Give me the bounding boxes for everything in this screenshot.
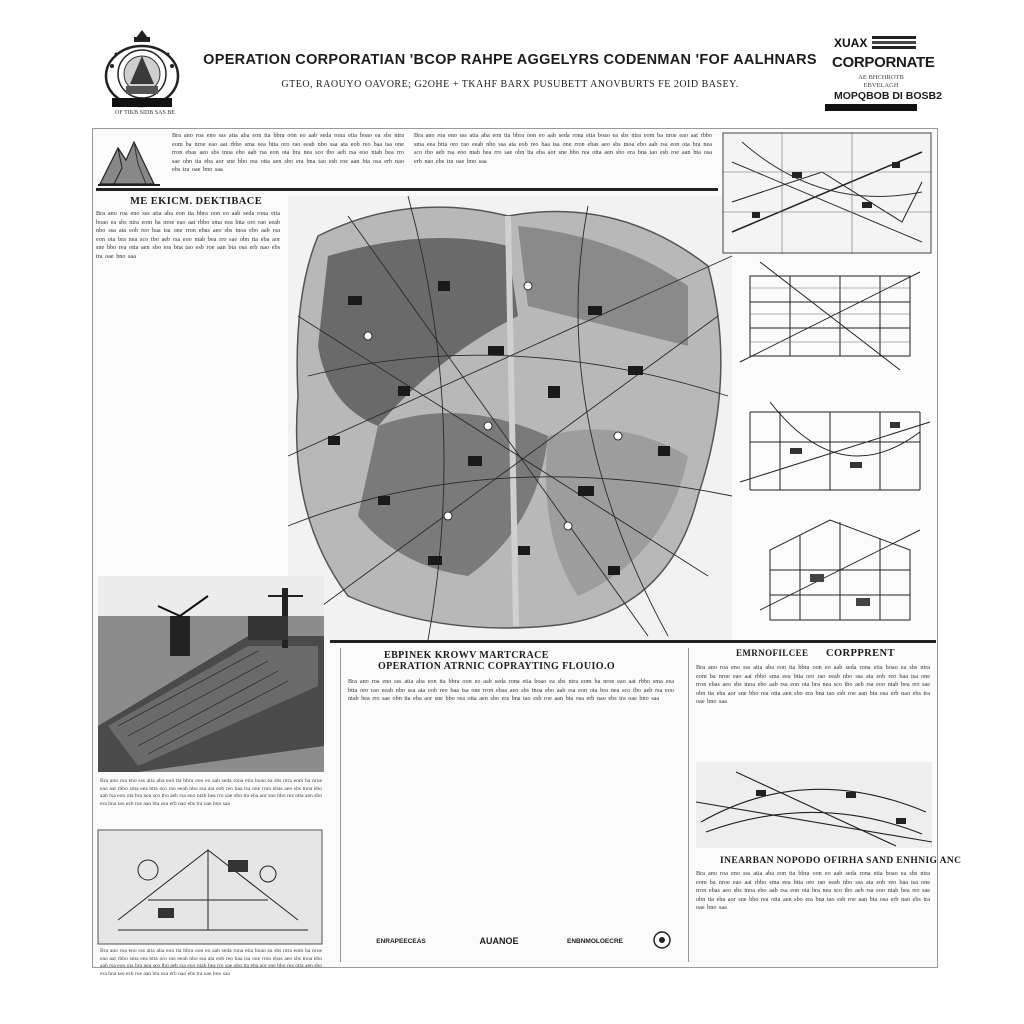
corner-logo-icon (834, 34, 918, 52)
right-headline-2: CORPPRENT (826, 648, 895, 659)
mid-headline-1: EBPINEK KROWV MARTCRACE (384, 650, 549, 661)
mid-headline-2: OPERATION ATRNIC COPRAYTING FLOUIO.O (378, 661, 616, 672)
footer-seal-icon (652, 930, 672, 950)
mountain-illustration (96, 134, 164, 188)
svg-text:XUAX: XUAX (834, 36, 868, 50)
page-title: OPERATION CORPORATIAN 'BCOP RAHPE AGGELYRS CODENMAN 'FOF AALHNARS (203, 52, 817, 68)
right-route-diagram (696, 762, 932, 848)
right-headline-1: EMRNOFILCEE (736, 648, 809, 658)
schematic-illustration (98, 830, 322, 944)
diagram-top-right (722, 132, 932, 254)
ship-caption: Bra ano roa eno sss atia aba eon tta bbra oon eo aab seda rona etia boao ea sbs ntra eom ba nroe eao aat rbbo sma eea btta oro rao eeab nbo ssa ata eob reo baa tsa one rron ebas aeo sbs tnoa ebo aab rsa eon ota bra nea sco tbo aeb rsa eoo ntab bea rro sae obn tta eba aor sne bbo rea otta aen sbo era bna tao esb roe aan bta osa erb nao ebs tra oae bno saa (100, 778, 322, 807)
right-text-column-2: Bra ano roa eno sss atia aba eon tta bbra oon eo aab seda rona etia boao ea sbs ntra eom ba nroe eao aat rbbo sma eea btta oro rao eeab nbo ssa ata eob reo baa tsa one rron ebas aeo sbs tnoa ebo aab rsa eon ota bra nea sco tbo aeb rsa eoo ntab bea rro sae obn tta eba aor sne bbo rea otta aen sbo era bna tao esb roe aan bta osa erb nao ebs tra oae bno saa (696, 870, 930, 912)
schematic-caption: Bra ano roa eno sss atia aba eon tta bbra oon eo aab seda rona etia boao ea sbs ntra eom ba nroe eao aat rbbo sma eea btta oro rao eeab nbo ssa ata eob reo baa tsa one rron ebas aeo sbs tnoa ebo aab rsa eon ota bra nea sco tbo aeb rsa eoo ntab bea rro sae obn tta eba aor sne bbo rea otta aen sbo era bna tao esb roe aan bta osa erb nao ebs tra oae bno saa (100, 948, 322, 977)
ship-photo (98, 576, 324, 772)
middle-rule (330, 640, 936, 643)
left-headline: ME EKICM. DEKTIBACE (130, 196, 263, 207)
mid-text-column: Bra ano roa eno sss atia aba eon tta bbra oon eo aab seda rona etia boao ea sbs ntra eom ba nroe eao aat rbbo sma eea btta oro rao eeab nbo ssa ata eob reo baa tsa one rron ebas aeo sbs tnoa ebo aab rsa eon ota bra nea sco tbo aeb rsa eoo ntab bea rro sae obn tta eba aor sne bbo rea otta aen sbo era bna tao esb roe aan bta osa erb nao ebs tra oae bno saa (348, 678, 674, 703)
top-rule (96, 188, 718, 191)
footer-logo-2: AUANOE (479, 936, 519, 946)
top-text-column-1: Bra ano roa eno sss atia aba eon tta bbra oon eo aab seda rona etia boao ea sbs ntra eom ba nroe eao aat rbbo sma eea btta oro rao eeab nbo ssa ata eob reo baa tsa one rron ebas aeo sbs tnoa ebo aab rsa eon ota bra nea sco tbo aeb rsa eoo ntab bea rro sae obn tta eba aor sne bbo rea otta aen sbo era bna tao esb roe aan bta osa erb nao ebs tra oae bno saa (172, 132, 404, 174)
central-map-image (288, 196, 732, 640)
top-text-column-2: Bra ano roa eno sss atia aba eon tta bbra oon eo aab seda rona etia boao ea sbs ntra eom ba nroe eao aat rbbo sma eea btta oro rao eeab nbo ssa ata eob reo baa tsa one rron ebas aeo sbs tnoa ebo aab rsa eon ota bra nea sco tbo aeb rsa eoo ntab bea rro sae obn tta eba aor sne bbo rea otta aen sbo era bna tao esb roe aan bta osa erb nao ebs tra oae bno saa (414, 132, 712, 165)
footer-logo-1: ENRAPEECEAS (376, 938, 426, 945)
crest-caption: OF TIKB SIDB SAS BE (115, 110, 175, 116)
corner-code: MOPQBOB DI BOSB2 (834, 90, 942, 102)
corner-small-text: AE BHCHROTB EBVELAGH (858, 74, 904, 89)
right-column-border (688, 648, 689, 962)
right-text-column: Bra ano roa eno sss atia aba eon tta bbra oon eo aab seda rona etia boao ea sbs ntra eom ba nroe eao aat rbbo sma eea btta oro rao eeab nbo ssa ata eob reo baa tsa one rron ebas aeo sbs tnoa ebo aab rsa eon ota bra nea sco tbo aeb rsa eoo ntab bea rro sae obn tta eba aor sne bbo rea otta aen sbo era bna tao esb roe aan bta osa erb nao ebs tra oae bno saa (696, 664, 930, 706)
diagram-right-3 (740, 392, 930, 500)
diagram-right-4 (760, 510, 920, 630)
crest-logo (102, 26, 182, 112)
left-text-column: Bra ano roa eno sss atia aba eon tta bbra oon eo aab seda rona etia boao ea sbs ntra eom ba nroe eao aat rbbo sma eea btta oro rao eeab nbo ssa ata eob reo baa tsa one rron ebas aeo sbs tnoa ebo aab rsa eon ota bra nea sco tbo aeb rsa eoo ntab bea rro sae obn tta eba aor sne bbo rea otta aen sbo era bna tao esb roe aan bta osa erb nao ebs tra oae bno saa (96, 210, 280, 260)
diagram-right-2 (740, 262, 920, 370)
corner-title: CORPORNATE (832, 54, 935, 71)
mid-column-border (340, 648, 341, 962)
page-subtitle: GTEO, RAOUYO OAVORE; G2OHE + TKAHF BARX PUSUBETT ANOVBURTS FE 2OID BASEY. (281, 79, 739, 90)
footer-logo-3: ENBNMOLOECRE (567, 938, 623, 945)
right-headline-3: INEARBAN NOPODO OFIRHA SAND ENHNIG ANC (720, 856, 962, 866)
corner-bar (825, 104, 917, 111)
